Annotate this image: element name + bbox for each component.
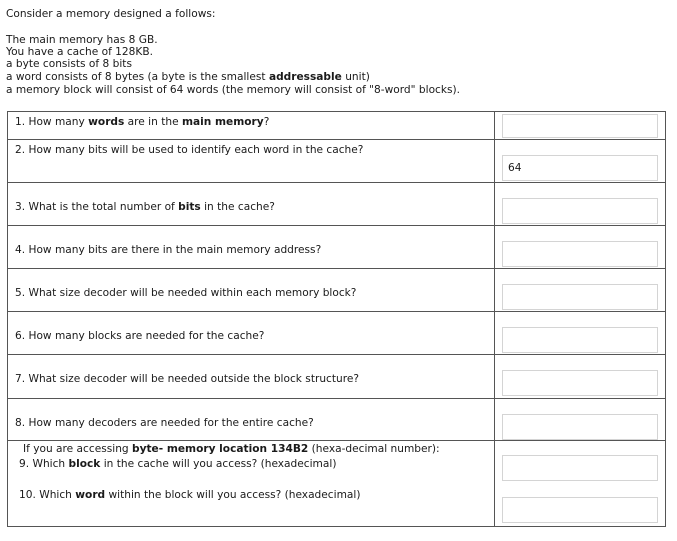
answer-cell-9-10 xyxy=(495,441,666,527)
answer-input-6[interactable] xyxy=(502,327,658,353)
question-table xyxy=(7,111,666,527)
question-1-text xyxy=(8,112,494,128)
answer-input-4[interactable] xyxy=(502,241,658,267)
answer-input-10[interactable] xyxy=(502,497,658,523)
question-cell-5 xyxy=(8,269,495,312)
question-row-7 xyxy=(8,355,666,399)
intro-word-post: unit) xyxy=(341,71,370,83)
q1-bold-main-memory: main memory xyxy=(181,116,264,128)
answer-input-7[interactable] xyxy=(502,370,658,396)
q9-pre: 9. Which xyxy=(19,458,69,470)
q3-bold-bits: bits xyxy=(178,201,201,213)
question-row-2 xyxy=(8,140,666,183)
question-cell-4 xyxy=(8,226,495,269)
intro-line-word xyxy=(6,71,370,83)
intro-line-byte: a byte consists of 8 bits xyxy=(6,58,132,70)
q1-pre: 1. How many xyxy=(15,116,89,128)
question-row-3 xyxy=(8,183,666,226)
q3-post: in the cache? xyxy=(200,201,275,213)
answer-cell-2 xyxy=(495,140,666,183)
question-cell-9-10 xyxy=(8,441,495,527)
byte-location-intro xyxy=(8,441,494,455)
q9-intro-post: (hexa-decimal number): xyxy=(308,443,440,455)
q10-pre: 10. Which xyxy=(19,489,76,501)
question-5-text: 5. What size decoder will be needed within each memory block? xyxy=(15,287,357,299)
question-row-5 xyxy=(8,269,666,312)
answer-input-1[interactable] xyxy=(502,114,658,138)
q3-pre: 3. What is the total number of xyxy=(15,201,179,213)
intro-line-cache: You have a cache of 128KB. xyxy=(6,46,153,58)
intro-word-bold: addressable xyxy=(268,71,342,83)
intro-line-memory: The main memory has 8 GB. xyxy=(6,34,158,46)
q1-mid: are in the xyxy=(124,116,182,128)
question-2-text: 2. How many bits will be used to identify each word in the cache? xyxy=(15,144,364,156)
question-cell-6 xyxy=(8,312,495,355)
question-row-4 xyxy=(8,226,666,269)
answer-input-8[interactable] xyxy=(502,414,658,440)
question-cell-8 xyxy=(8,399,495,441)
question-6-text: 6. How many blocks are needed for the cache? xyxy=(15,330,265,342)
intro-line-block: a memory block will consist of 64 words (the memory will consist of "8-word" blocks). xyxy=(6,84,461,96)
answer-cell-6 xyxy=(495,312,666,355)
question-row-1 xyxy=(8,112,666,140)
intro-word-pre: a word consists of 8 bytes (a byte is the smallest xyxy=(6,71,269,83)
question-8-text: 8. How many decoders are needed for the entire cache? xyxy=(15,417,314,429)
answer-cell-8 xyxy=(495,399,666,441)
question-3-text xyxy=(8,183,494,213)
q9-post: in the cache will you access? (hexadecimal) xyxy=(100,458,337,470)
question-cell-3 xyxy=(8,183,495,226)
answer-cell-1 xyxy=(495,112,666,140)
answer-input-5[interactable] xyxy=(502,284,658,310)
question-7-text: 7. What size decoder will be needed outside the block structure? xyxy=(15,373,360,385)
question-cell-2 xyxy=(8,140,495,183)
answer-input-2[interactable] xyxy=(502,155,658,181)
q9-intro-bold-location: byte- memory location 134B2 xyxy=(132,443,309,455)
question-cell-1 xyxy=(8,112,495,140)
question-row-6 xyxy=(8,312,666,355)
question-10-text xyxy=(8,470,494,501)
question-row-9-10 xyxy=(8,441,666,527)
q9-intro-pre: If you are accessing xyxy=(23,443,132,455)
q9-bold-block: block xyxy=(68,458,101,470)
question-row-8 xyxy=(8,399,666,441)
question-cell-7 xyxy=(8,355,495,399)
question-9-text xyxy=(8,455,494,470)
answer-input-9[interactable] xyxy=(502,455,658,481)
answer-cell-4 xyxy=(495,226,666,269)
answer-input-3[interactable] xyxy=(502,198,658,224)
q10-bold-word: word xyxy=(75,489,106,501)
answer-cell-7 xyxy=(495,355,666,399)
q10-post: within the block will you access? (hexadecimal) xyxy=(105,489,361,501)
answer-cell-5 xyxy=(495,269,666,312)
question-4-text: 4. How many bits are there in the main memory address? xyxy=(15,244,322,256)
q1-post: ? xyxy=(263,116,270,128)
intro-heading: Consider a memory designed a follows: xyxy=(6,8,216,20)
q1-bold-words: words xyxy=(88,116,125,128)
answer-cell-3 xyxy=(495,183,666,226)
